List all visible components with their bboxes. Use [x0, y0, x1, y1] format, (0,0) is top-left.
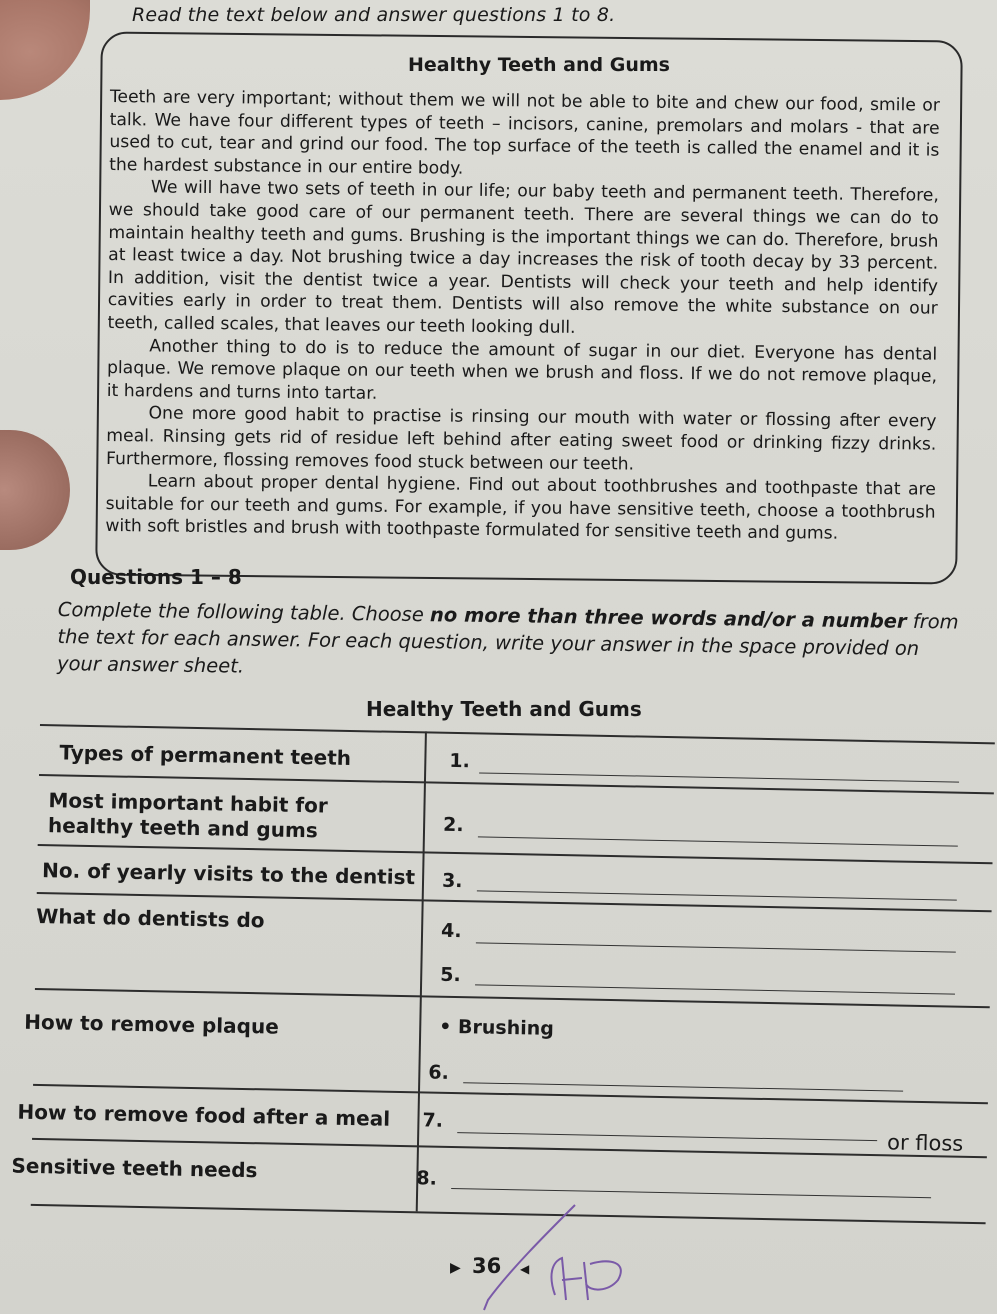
instruction-part-2: from the text for each answer. For each question, write your answer in the space provided on your answer sheet.	[56, 609, 959, 678]
triangle-marker-icon: ▶	[450, 1260, 461, 1276]
question-number: 8.	[416, 1167, 438, 1190]
paragraph-5: Learn about proper dental hygiene. Find out about toothbrushes and toothpaste that are suitable for our teeth and gums. For example, if you have sensitive teeth, choose a toothbrush with soft bristles and brush with toothpaste formulated for sensitive teeth and gums.	[105, 471, 936, 544]
triangle-marker-icon: ◀	[520, 1262, 530, 1276]
question-number: 5.	[440, 963, 461, 987]
paragraph-1: Teeth are very important; without them we will not be able to bite and chew our food, smile or talk. We have four different types of teeth – incisors, canine, premolars and molars - that are used to cut, tear and grind our food. The top surface of the teeth is called the enamel and it is the hardest substance in our entire body.	[109, 86, 940, 179]
question-number: 7.	[422, 1109, 444, 1132]
row-label: Types of permanent teeth	[59, 740, 352, 770]
row-label: No. of yearly visits to the dentist	[41, 858, 416, 890]
question-number: 3.	[441, 869, 463, 893]
question-number: 6.	[428, 1061, 450, 1084]
bullet-brushing: • Brushing	[439, 1015, 555, 1040]
instruction-part-1: Complete the following table. Choose	[57, 597, 431, 627]
row-label: What do dentists do	[36, 903, 265, 933]
row-label: How to remove plaque	[24, 1009, 280, 1039]
table-title: Healthy Teeth and Gums	[366, 697, 642, 721]
paragraph-4: One more good habit to practise is rinsing our mouth with water or flossing after every meal. Rinsing gets rid of residue left behind after eating sweet food or drinking fizzy drinks. Furthermore, flossing removes food stuck between our teeth.	[105, 403, 937, 475]
row-label: Most important habit for healthy teeth and gums	[47, 788, 328, 843]
or-floss-text: or floss	[886, 1130, 964, 1156]
passage-title: Healthy Teeth and Gums	[408, 54, 670, 76]
instruction-bold: no more than three words and/or a number	[429, 603, 907, 633]
page-number: 36	[472, 1254, 502, 1278]
question-number: 2.	[442, 813, 464, 837]
questions-heading: Questions 1 – 8	[70, 565, 242, 589]
handwritten-initials	[551, 1258, 620, 1300]
paragraph-3: Another thing to do is to reduce the amount of sugar in our diet. Everyone has dental plaque. We remove plaque on our teeth when we brush and floss. If we do not remove plaque, it hardens and turns into tartar.	[106, 335, 938, 404]
question-number: 1.	[449, 749, 471, 773]
row-label: Sensitive teeth needs	[11, 1153, 258, 1183]
paragraph-2: We will have two sets of teeth in our life; our baby teeth and permanent teeth. Therefore, we should take good care of our permanent teeth. There are several things we can do to maintain healthy teeth and gums. Brushing is the important things we can do. Therefore, brush at least twice a day. Not brushing twice a day increases the risk of tooth decay by 33 percent. In addition, visit the dentist twice a year. Dentists will check your teeth and help identify cavities early in order to treat them. Dentists will also remove the white substance on our teeth, called scales, that leaves our teeth looking dull.	[107, 177, 939, 338]
instruction-text: Read the text below and answer questions 1 to 8.	[132, 4, 616, 26]
question-number: 4.	[440, 919, 462, 943]
row-label: How to remove food after a meal	[17, 1099, 391, 1131]
